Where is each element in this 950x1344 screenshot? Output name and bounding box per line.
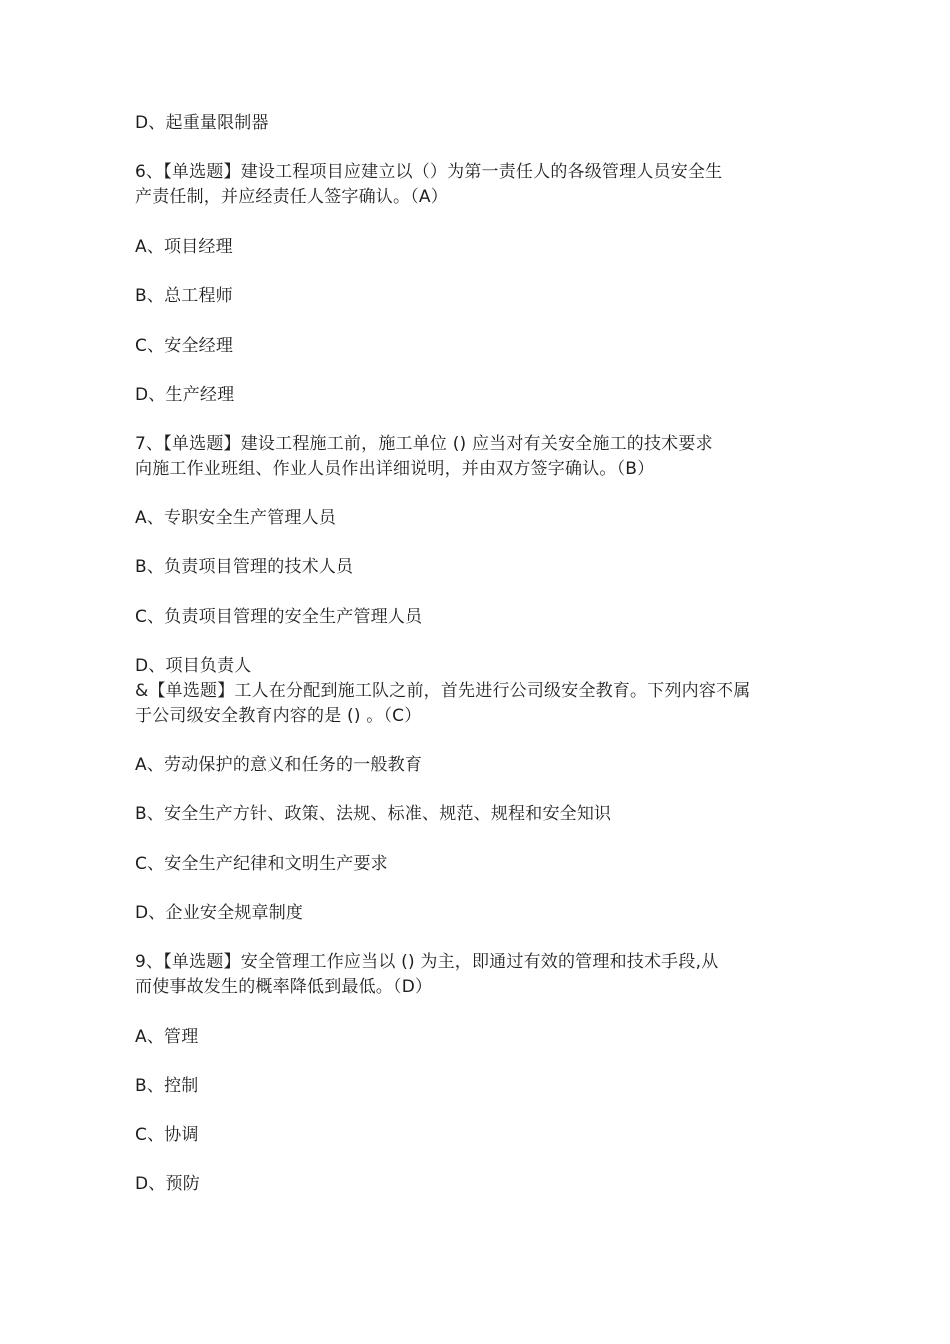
option-text: B、负责项目管理的技术人员 [135, 557, 354, 577]
question-text: 9、【单选题】安全管理工作应当以 () 为主，即通过有效的管理和技术手段,从 [135, 952, 719, 972]
option-text: D、起重量限制器 [135, 113, 269, 133]
question-text: 于公司级安全教育内容的是 () 。（C） [135, 706, 422, 726]
option-text: A、劳动保护的意义和任务的一般教育 [135, 755, 423, 775]
question-text: 而使事故发生的概率降低到最低。（D） [135, 977, 433, 997]
option-text: C、安全经理 [135, 336, 234, 356]
option-text: C、负责项目管理的安全生产管理人员 [135, 607, 423, 627]
option-text: A、专职安全生产管理人员 [135, 508, 337, 528]
option-text: C、安全生产纪律和文明生产要求 [135, 854, 388, 874]
option-text: B、安全生产方针、政策、法规、标准、规范、规程和安全知识 [135, 804, 612, 824]
question-text: &【单选题】工人在分配到施工队之前，首先进行公司级安全教育。下列内容不属 [135, 681, 751, 701]
question-text: 6、【单选题】建设工程项目应建立以（）为第一责任人的各级管理人员安全生 [135, 162, 723, 182]
option-text: A、管理 [135, 1027, 199, 1047]
question-text: 7、【单选题】建设工程施工前，施工单位 () 应当对有关安全施工的技术要求 [135, 434, 713, 454]
question-text: 向施工作业班组、作业人员作出详细说明，并由双方签字确认。（B） [135, 459, 655, 479]
option-text: D、生产经理 [135, 385, 235, 405]
option-text: D、预防 [135, 1174, 200, 1194]
option-text: C、协调 [135, 1125, 199, 1145]
question-text: 产责任制，并应经责任人签字确认。（A） [135, 187, 448, 207]
option-text: D、企业安全规章制度 [135, 903, 304, 923]
option-text: B、总工程师 [135, 286, 233, 306]
option-text: D、项目负责人 [135, 656, 252, 676]
option-text: B、控制 [135, 1076, 199, 1096]
option-text: A、项目经理 [135, 237, 233, 257]
